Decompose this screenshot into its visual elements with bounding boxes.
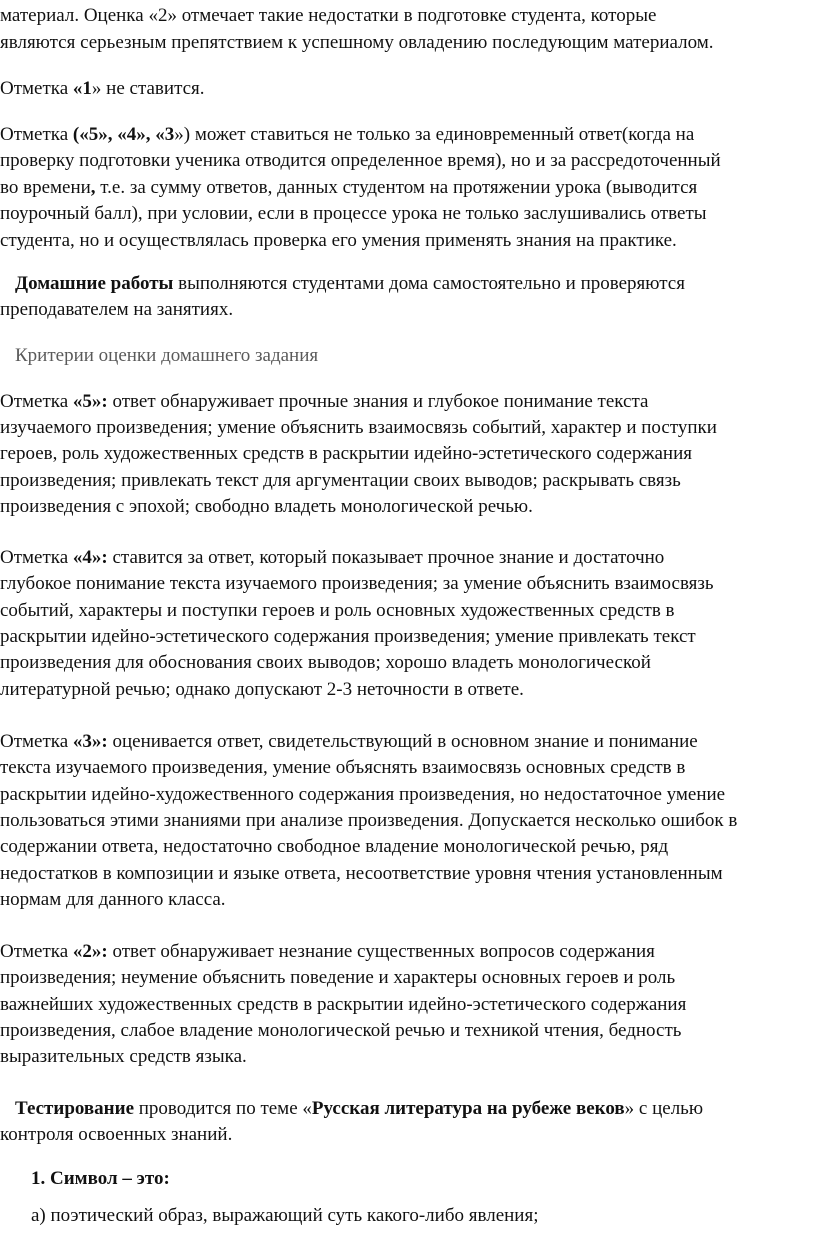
paragraph-line: текста изучаемого произведения, умение объяснять взаимосвязь основных средств в <box>0 757 686 778</box>
paragraph-line: поурочный балл), при условии, если в процессе урока не только заслушивались ответы <box>0 203 707 224</box>
paragraph-line: произведения с эпохой; свободно владеть монологической речью. <box>0 496 533 517</box>
paragraph-line: содержании ответа, недостаточно свободное владение монологической речью, ряд <box>0 836 669 857</box>
marks-543-paragraph-line: Отметка («5», «4», «3») может ставиться не только за единовременный ответ(когда на <box>0 124 695 145</box>
paragraph-line: произведения; привлекать текст для аргументации своих выводов; раскрывать связь <box>0 470 681 491</box>
paragraph-line: глубокое понимание текста изучаемого произведения; за умение объяснить взаимосвязь <box>0 573 714 594</box>
grade-2-paragraph-line: Отметка «2»: ответ обнаруживает незнание существенных вопросов содержания <box>0 941 655 962</box>
paragraph-line: героев, роль художественных средств в раскрытии идейно-эстетического содержания <box>0 443 692 464</box>
paragraph-line: проверку подготовки ученика отводится определенное время), но и за рассредоточенный <box>0 150 721 171</box>
paragraph-line: студента, но и осуществлялась проверка его умения применять знания на практике. <box>0 230 677 251</box>
paragraph-line: недостатков в композиции и языке ответа, несоответствие уровня чтения установленным <box>0 863 723 884</box>
paragraph-line: во времени, т.е. за сумму ответов, данных студентом на протяжении урока (выводится <box>0 177 698 198</box>
paragraph-line: событий, характеры и поступки героев и роль основных художественных средств в <box>0 600 675 621</box>
testing-paragraph-line: Тестирование проводится по теме «Русская литература на рубеже веков» с целью <box>15 1098 704 1119</box>
criteria-heading: Критерии оценки домашнего задания <box>15 345 319 366</box>
paragraph-line: преподавателем на занятиях. <box>0 299 234 320</box>
paragraph-line: пользоваться этими знаниями при анализе произведения. Допускается несколько ошибок в <box>0 810 738 831</box>
paragraph-line: литературной речью; однако допускают 2-3 неточности в ответе. <box>0 679 524 700</box>
paragraph-line: важнейших художественных средств в раскрытии идейно-эстетического содержания <box>0 994 687 1015</box>
paragraph-line: произведения для обоснования своих выводов; хорошо владеть монологической <box>0 652 651 673</box>
paragraph-line: раскрытии идейно-художественного содержания произведения, но недостаточное умение <box>0 784 726 805</box>
grade-3-paragraph-line: Отметка «3»: оценивается ответ, свидетельствующий в основном знание и понимание <box>0 731 698 752</box>
question-1: 1. Символ – это: <box>31 1168 170 1189</box>
paragraph-line: являются серьезным препятствием к успешному овладению последующим материалом. <box>0 32 714 53</box>
mark-1-note: Отметка «1» не ставится. <box>0 78 205 99</box>
paragraph-line: контроля освоенных знаний. <box>0 1124 233 1145</box>
paragraph-line: произведения; неумение объяснить поведение и характеры основных героев и роль <box>0 967 676 988</box>
homework-paragraph-line: Домашние работы выполняются студентами дома самостоятельно и проверяются <box>15 273 685 294</box>
paragraph-line: раскрытии идейно-эстетического содержания произведения; умение привлекать текст <box>0 626 696 647</box>
paragraph-line: выразительных средств языка. <box>0 1046 247 1067</box>
paragraph-line: изучаемого произведения; умение объяснить взаимосвязь событий, характер и поступки <box>0 417 717 438</box>
paragraph-line: материал. Оценка «2» отмечает такие недостатки в подготовке студента, которые <box>0 5 657 26</box>
paragraph-line: произведения, слабое владение монологической речью и техникой чтения, бедность <box>0 1020 682 1041</box>
answer-option-a: а) поэтический образ, выражающий суть какого-либо явления; <box>31 1205 539 1226</box>
grade-4-paragraph-line: Отметка «4»: ставится за ответ, который показывает прочное знание и достаточно <box>0 547 665 568</box>
paragraph-line: нормам для данного класса. <box>0 889 226 910</box>
grade-5-paragraph-line: Отметка «5»: ответ обнаруживает прочные знания и глубокое понимание текста <box>0 391 649 412</box>
